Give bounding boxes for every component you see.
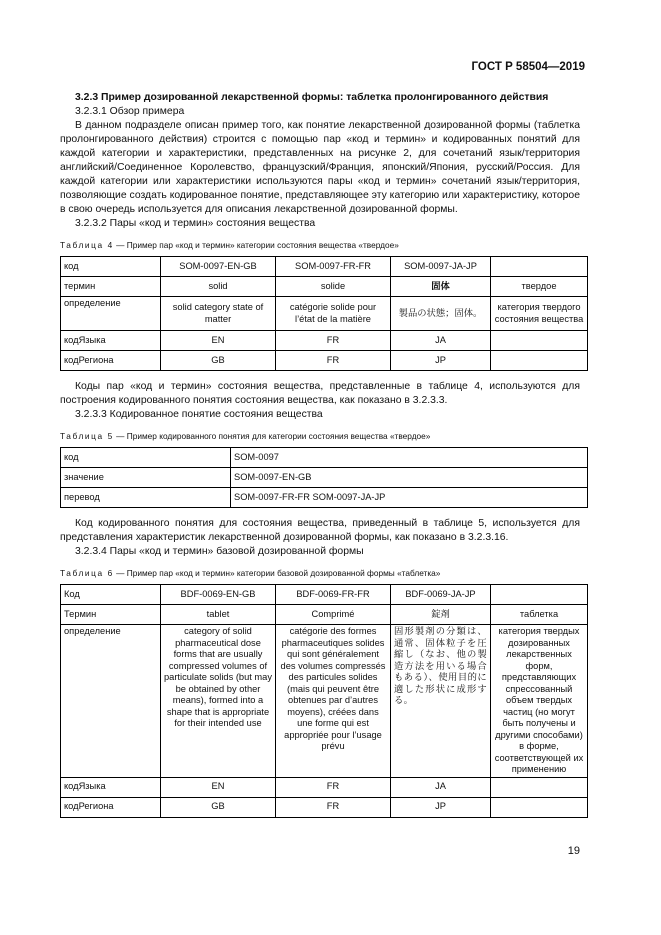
table-row xyxy=(61,448,588,468)
subsection-title-2: 3.2.3.2 Пары «код и термин» состояния вещества xyxy=(75,218,316,229)
subsection-title-1: 3.2.3.1 Обзор примера xyxy=(75,106,185,117)
table-cell: Код xyxy=(61,585,161,605)
table-cell: 固形製剤の分類は、通常、固体粒子を圧縮し（なお、他の製造方法を用いる場合もある）、使用目的に適した形状に成形する。 xyxy=(391,625,491,778)
table-cell: кодЯзыка xyxy=(61,777,161,797)
section-heading: 3.2.3 Пример дозированной лекарственной формы: таблетка пролонгированного действия xyxy=(75,92,549,103)
table-cell: SOM-0097-EN-GB xyxy=(161,257,276,277)
table-row xyxy=(61,297,588,331)
table-cell: catégorie solide pour l’état de la matière xyxy=(276,297,391,331)
table5-caption-prefix: Таблица 5 xyxy=(60,431,114,441)
table-cell xyxy=(491,797,588,817)
table-cell: solid xyxy=(161,277,276,297)
page-body xyxy=(60,91,584,818)
table-cell: FR xyxy=(276,351,391,371)
table4-caption-prefix: Таблица 4 xyxy=(60,240,114,250)
table-cell: перевод xyxy=(61,488,231,508)
table-cell: 製品の状態；固体。 xyxy=(391,297,491,331)
table-cell: SOM-0097-JA-JP xyxy=(391,257,491,277)
table-cell: EN xyxy=(161,777,276,797)
table-row xyxy=(61,777,588,797)
table-cell: JA xyxy=(391,777,491,797)
table-cell: 固体 xyxy=(391,277,491,297)
table-cell xyxy=(491,585,588,605)
table-5 xyxy=(60,447,588,508)
table-row xyxy=(61,257,588,277)
table5-caption xyxy=(60,429,580,443)
table-cell: SOM-0097-EN-GB xyxy=(231,468,588,488)
table-cell: 錠剤 xyxy=(391,605,491,625)
table-cell: tablet xyxy=(161,605,276,625)
table-row xyxy=(61,488,588,508)
table-cell: JP xyxy=(391,797,491,817)
table-cell xyxy=(491,777,588,797)
subsection-title-4: 3.2.3.4 Пары «код и термин» базовой дозированной формы xyxy=(75,546,364,557)
table4-caption xyxy=(60,238,580,252)
table-row xyxy=(61,585,588,605)
paragraph-after-table5: Код кодированного понятия для состояния вещества, приведенный в таблице 5, используется для представления характеристик лекарственной дозированной формы, как показано в 3.2.3.16. xyxy=(60,518,580,543)
subsection-title-3: 3.2.3.3 Кодированное понятие состояния вещества xyxy=(75,409,323,420)
table-cell xyxy=(491,257,588,277)
page-number: 19 xyxy=(567,845,580,857)
table6-caption-text: — Пример пар «код и термин» категории базовой дозированной формы «таблетка» xyxy=(113,568,441,578)
table-cell: SOM-0097-FR-FR xyxy=(276,257,391,277)
table-6 xyxy=(60,584,588,818)
table6-caption xyxy=(60,566,580,580)
table-cell: BDF-0069-FR-FR xyxy=(276,585,391,605)
table-cell: кодРегиона xyxy=(61,351,161,371)
table6-caption-prefix: Таблица 6 xyxy=(60,568,114,578)
table-cell: кодЯзыка xyxy=(61,331,161,351)
table-cell: термин xyxy=(61,277,161,297)
table-row xyxy=(61,797,588,817)
table-cell: твердое xyxy=(491,277,588,297)
table-cell: GB xyxy=(161,351,276,371)
table-cell: BDF-0069-EN-GB xyxy=(161,585,276,605)
table-row xyxy=(61,605,588,625)
table-cell xyxy=(491,331,588,351)
table-cell: category of solid pharmaceutical dose forms that are usually compressed volumes of particulate solids (but may be obtained by other means), formed into a shape that is appropriate for their intended use xyxy=(161,625,276,778)
table-cell: FR xyxy=(276,797,391,817)
table-cell: solid category state of matter xyxy=(161,297,276,331)
table-cell: категория твердых дозированных лекарственных форм, представляющих спрессованный объем твердых частиц (но могут быть получены и другими способами) в форме, соответствующей их применению xyxy=(491,625,588,778)
table-cell: GB xyxy=(161,797,276,817)
table-cell: catégorie des formes pharmaceutiques solides qui sont généralement des volumes compressés des particules solides (mais qui peuvent être obtenues par d’autres moyens), créées dans une forme qui est appropriée pour l’usage prévu xyxy=(276,625,391,778)
table-cell: Термин xyxy=(61,605,161,625)
table-cell: solide xyxy=(276,277,391,297)
table-cell: таблетка xyxy=(491,605,588,625)
table-cell: EN xyxy=(161,331,276,351)
paragraph-after-table4: Коды пар «код и термин» состояния вещества, представленные в таблице 4, используются для построения кодированного понятия состояния вещества, как показано в 3.2.3.3. xyxy=(60,381,580,406)
table-cell: SOM-0097 xyxy=(231,448,588,468)
table-cell: JP xyxy=(391,351,491,371)
table4-caption-text: — Пример пар «код и термин» категории состояния вещества «твердое» xyxy=(113,240,399,250)
table-cell: SOM-0097-FR-FR SOM-0097-JA-JP xyxy=(231,488,588,508)
table-cell: значение xyxy=(61,468,231,488)
table-cell: определение xyxy=(61,297,161,331)
table-cell: код xyxy=(61,257,161,277)
table-cell: JA xyxy=(391,331,491,351)
table-cell: код xyxy=(61,448,231,468)
table-cell: категория твердого состояния вещества xyxy=(491,297,588,331)
table-row xyxy=(61,331,588,351)
table-row xyxy=(61,351,588,371)
table-cell: BDF-0069-JA-JP xyxy=(391,585,491,605)
table-cell: FR xyxy=(276,777,391,797)
table-row xyxy=(61,468,588,488)
table-cell xyxy=(491,351,588,371)
table-cell: определение xyxy=(61,625,161,778)
table-4 xyxy=(60,256,588,371)
table-cell: кодРегиона xyxy=(61,797,161,817)
overview-paragraph: В данном подразделе описан пример того, как понятие лекарственной дозированной формы (таблетка пролонгированного действия) строится с помощью пар «код и термин» и кодированных понятий для каждой категории и характеристики, представленных на рисунке 2, для сочетаний язык/территория английский/Соединенное Королевство, французский/Франция, японский/Япония, русский/Россия. Для каждой категории или характеристики используются пары «код и термин» сочетаний язык/территория, позволяющие создать кодированное понятие, представляющее эту категорию или характеристику, которое в свою очередь используется для описания лекарственной дозированной формы. xyxy=(60,120,580,215)
table5-caption-text: — Пример кодированного понятия для категории состояния вещества «твердое» xyxy=(113,431,431,441)
table-row xyxy=(61,277,588,297)
table-row xyxy=(61,625,588,778)
table-cell: Comprimé xyxy=(276,605,391,625)
table-cell: FR xyxy=(276,331,391,351)
standard-number: ГОСТ Р 58504—2019 xyxy=(471,61,585,73)
